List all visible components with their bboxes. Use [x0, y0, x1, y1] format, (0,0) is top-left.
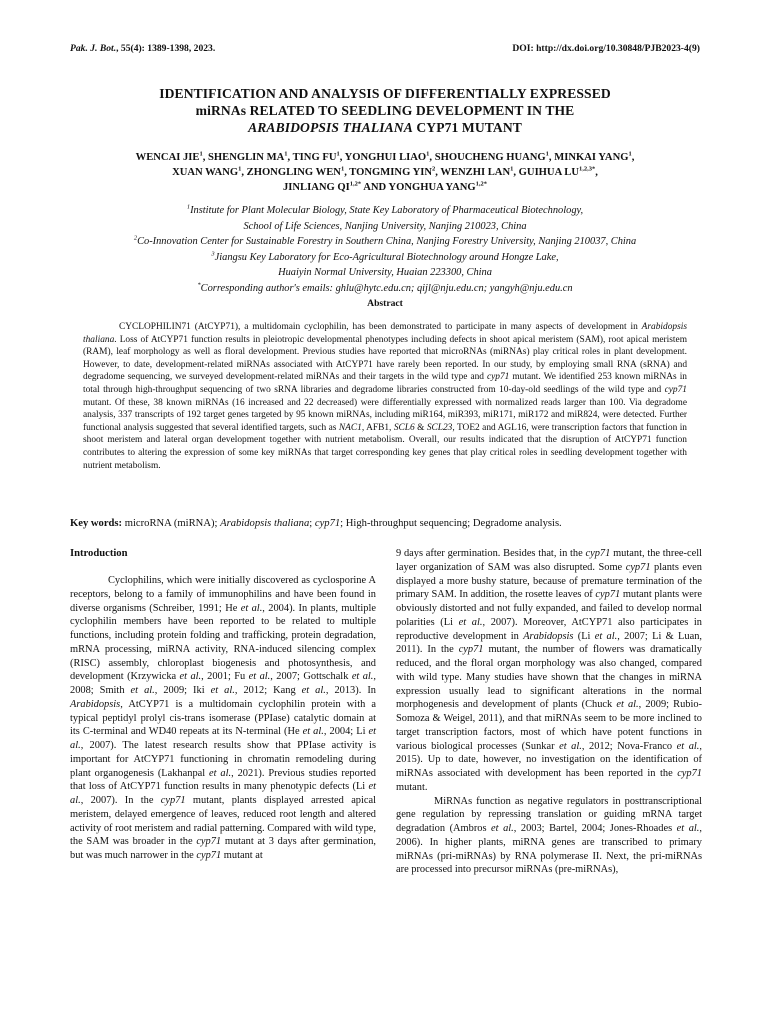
author-affiliation-mark: 1,2,3* — [579, 165, 596, 173]
author-name: , YONGHUI LIAO — [339, 152, 427, 163]
author-affiliation-mark: 1 — [199, 150, 203, 158]
author-affiliation-mark: 1 — [336, 150, 340, 158]
keywords — [70, 518, 700, 529]
author-name: JINLIANG QI — [282, 182, 350, 193]
intro-paragraph-1: Cyclophilins, which were initially discovered as cyclosporine A receptors, belong to a family of immunophilins and have been found in diverse organisms (Schreiber, 1991; He et al., 2004). In plants, multiple cyclophilin members have been reported to be related to multiple functions, including protein folding and trafficking, protein degradation, mRNA processing, miRNA activity, RNA-induced silencing complex (RISC) assembly, chloroplast biogenesis and photosynthesis, and development (Krzywicka et al., 2001; Fu et al., 2007; Gottschalk et al., 2008; Smith et al., 2009; Iki et al., 2012; Kang et al., 2013). In Arabidopsis, AtCYP71 is a multidomain cyclophilin protein with a typical peptidyl prolyl cis-trans isomerase (PPIase) catalytic domain at its C-terminal and WD40 repeats at its N-terminal (He et al., 2004; Li et al., 2007). The latest research results show that PPIase activity is important for AtCYP71 functioning in chromatin remodeling during plant organogenesis (Lakhanpal et al., 2021). Previous studies reported that loss of AtCYP71 function results in many phenotypic defects (Li et al., 2007). In the cyp71 mutant, plants displayed arrested apical meristem, delayed emergence of leaves, reduced root length and altered activity of root meristem and radial patterning. Compared with wild type, the SAM was broader in the cyp71 mutant at 3 days after germination, but was much narrower in the cyp71 mutant at — [70, 575, 377, 861]
affiliation-line — [55, 203, 715, 219]
abstract-text: CYCLOPHILIN71 (AtCYP71), a multidomain cyclophilin, has been demonstrated to participate in many aspects of development in Arabidopsis thaliana. Loss of AtCYP71 function results in pleiotropic developmental phenotypes including defects in shoot apical meristem (SAM), root apical meristem (RAM), leaf morphology as well as floral development. Previous studies have reported that microRNAs (miRNAs) play critical roles in plant development. However, to date, development-related miRNAs associated with AtCYP71 have rarely been reported. In our study, by employing small RNA (sRNA) and degradome sequencing, we surveyed development-related miRNAs and their targets in the wild type and cyp71 mutant. We identified 253 known miRNAs in total through high-throughput sequencing of two sRNA libraries and degradome libraries constructed from 10-day-old seedlings of the wild type and cyp71 mutant. Of these, 38 known miRNAs (16 increased and 22 decreased) were differentially expressed with normalized reads larger than 100. Via degradome analysis, 337 transcripts of 192 target genes targeted by 95 known miRNAs, including miR164, miR393, miR171, miR172 and miR824, were detected. Further functional analysis suggested that several identified targets, such as NAC1, AFB1, SCL6 & SCL23, TOE2 and AGL16, were transcription factors that function in shoot meristem and lateral organ development together with nutrient metabolism. Overall, our results indicated that the disruption of AtCYP71 function contributes to altering the expression of some key miRNAs that target corresponding key genes that play critical roles in seedling development together with nutrient metabolism. — [83, 322, 687, 471]
author-name: , WENZHI LAN — [435, 167, 511, 178]
affiliation-text: Co-Innovation Center for Sustainable Forestry in Southern China, Nanjing Forestry University, Nanjing 210037, China — [137, 236, 637, 248]
citation-volume: , 55(4): 1389-1398, 2023. — [116, 43, 216, 54]
affiliations — [55, 203, 715, 297]
author-name: XUAN WANG — [172, 167, 239, 178]
intro-paragraph-3: MiRNAs function as negative regulators in posttranscriptional gene regulation by repressing translation or guiding mRNA target degradation (Ambros et al., 2003; Bartel, 2004; Jones-Rhoades et al., 2006). In higher plants, miRNA genes are transcribed to primary miRNAs (pri-miRNAs) by RNA polymerase II. Next, the pri-miRNAs are processed into precursor miRNAs (pre-miRNAs), — [396, 795, 702, 876]
author-name: WENCAI JIE — [135, 152, 200, 163]
affiliation-line — [55, 219, 715, 235]
author-name: , GUIHUA LU — [513, 167, 580, 178]
running-header — [70, 43, 700, 59]
affiliation-mark: 2 — [133, 234, 138, 242]
author-list — [60, 150, 710, 195]
author-name: , TONGMING YIN — [344, 167, 432, 178]
author-name: , — [595, 167, 598, 178]
author-affiliation-mark: 1 — [545, 150, 549, 158]
author-affiliation-mark: 1 — [340, 165, 345, 173]
author-name: AND YONGHUA YANG — [361, 182, 476, 193]
author-affiliation-mark: 1 — [426, 150, 430, 158]
author-name: , SHENGLIN MA — [202, 152, 285, 163]
author-line-3 — [60, 180, 710, 195]
affiliation-line — [55, 281, 715, 297]
title-line-3 — [60, 119, 710, 136]
journal-name: Pak. J. Bot. — [70, 43, 117, 54]
affiliation-mark: * — [197, 281, 201, 289]
author-line-1 — [60, 150, 710, 165]
affiliation-line — [55, 250, 715, 266]
title-line-1: IDENTIFICATION AND ANALYSIS OF DIFFERENTIALLY EXPRESSED — [159, 86, 611, 101]
introduction-heading: Introduction — [70, 548, 128, 559]
affiliation-text: Corresponding author's emails: ghlu@hytc.edu.cn; qijl@nju.edu.cn; yangyh@nju.edu.cn — [200, 282, 573, 294]
author-affiliation-mark: 1 — [510, 165, 514, 173]
journal-citation — [70, 43, 215, 54]
author-name: , TING FU — [287, 152, 337, 163]
author-name: , ZHONGLING WEN — [241, 167, 341, 178]
affiliation-text: Jiangsu Key Laboratory for Eco-Agricultural Biotechnology around Hongze Lake, — [214, 251, 559, 263]
affiliation-text: School of Life Sciences, Nanjing University, Nanjing 210023, China — [243, 220, 527, 232]
affiliation-text: Huaiyin Normal University, Huaian 223300, China — [278, 267, 492, 279]
paper-title — [60, 85, 710, 136]
keywords-text: microRNA (miRNA); Arabidopsis thaliana; cyp71; High-throughput sequencing; Degradome analysis. — [124, 518, 562, 529]
author-affiliation-mark: 2 — [432, 165, 436, 173]
author-affiliation-mark: 1,2* — [475, 180, 488, 188]
author-affiliation-mark: 1 — [284, 150, 288, 158]
author-name: , — [631, 152, 635, 163]
affiliation-mark: 1 — [186, 203, 191, 211]
abstract-heading: Abstract — [367, 298, 403, 309]
title-line-2: miRNAs RELATED TO SEEDLING DEVELOPMENT IN THE — [195, 103, 575, 118]
author-affiliation-mark: 1,2* — [349, 180, 362, 188]
keywords-label: Key words: — [70, 518, 123, 529]
affiliation-line — [55, 265, 715, 281]
doi: DOI: http://dx.doi.org/10.30848/PJB2023-4(9) — [512, 43, 700, 54]
author-name: , MINKAI YANG — [548, 152, 629, 163]
author-affiliation-mark: 1 — [238, 165, 242, 173]
author-line-2 — [60, 165, 710, 180]
author-name: , SHOUCHENG HUANG — [429, 152, 546, 163]
affiliation-text: Institute for Plant Molecular Biology, State Key Laboratory of Pharmaceutical Biotechnology, — [190, 205, 584, 216]
title-mutant: CYP71 MUTANT — [412, 120, 522, 135]
affiliation-line — [55, 234, 715, 250]
intro-paragraph-2: 9 days after germination. Besides that, in the cyp71 mutant, the three-cell layer organization of SAM was also disrupted. Some cyp71 plants even displayed a more bushy stature, because of premature termination of the primary SAM. In addition, the rosette leaves of cyp71 mutant plants were obviously distorted and not fully expanded, and failed to develop normal polarities (Li et al., 2007). Moreover, AtCYP71 also participates in reproductive development in Arabidopsis (Li et al., 2007; Li & Luan, 2011). In the cyp71 mutant, the number of flowers was dramatically reduced, and the floral organ morphology was also changed, compared with wild type. Many studies have shown that the changes in miRNA expression usually lead to significant alterations in the normal morphogenesis and development of plants (Chuck et al., 2009; Rubio-Somoza & Weigel, 2011), and that miRNAs seem to be more inclined to target transcription factors, most of which have potent functions in various biological processes (Sunkar et al., 2012; Nova-Franco et al., 2015). Up to date, however, no investigation on the identification of miRNAs associated with development has been reported in the cyp71 mutant. — [396, 548, 703, 793]
column-left — [70, 547, 376, 863]
column-right — [396, 547, 702, 877]
author-affiliation-mark: 1 — [628, 150, 632, 158]
title-species: ARABIDOPSIS THALIANA — [248, 120, 413, 135]
affiliation-mark: 3 — [211, 250, 215, 258]
